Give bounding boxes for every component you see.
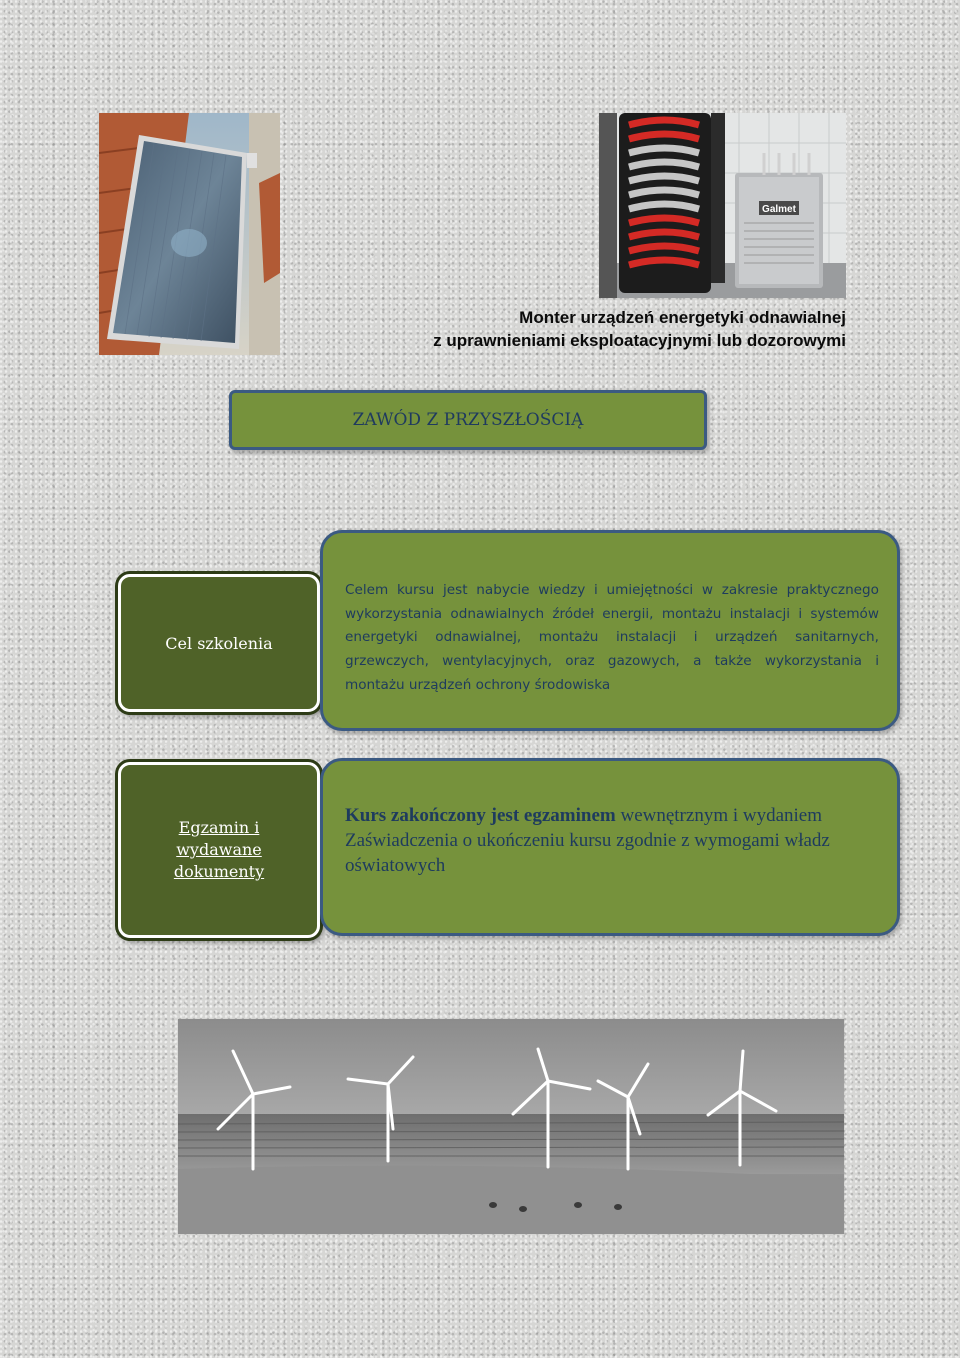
- exam-description-box: [320, 758, 900, 936]
- boiler-brand-label: Galmet: [762, 204, 796, 215]
- goal-label-box: [118, 574, 320, 712]
- course-title: [433, 306, 846, 352]
- profession-banner-text: ZAWÓD Z PRZYSZŁOŚCIĄ: [352, 410, 584, 430]
- profession-banner: [229, 390, 707, 450]
- exam-description-rest: wewnętrznym i wydaniem Zaświadczenia o ukończeniu kursu zgodnie z wymogami władz oświatowych: [345, 805, 830, 876]
- goal-description: Celem kursu jest nabycie wiedzy i umiejętności w zakresie praktycznego wykorzystania odnawialnych źródeł energii, montażu instalacji i systemów energetyki odnawialnej, montażu instalacji i urządzeń sanitarnych, grzewczych, wentylacyjnych, oraz gazowych, a także wykorzystania i montażu urządzeń ochrony środowiska: [345, 582, 879, 693]
- solar-collector-photo: [99, 113, 280, 355]
- exam-label-box: [118, 762, 320, 938]
- goal-description-box: [320, 530, 900, 731]
- exam-label: Egzamin i wydawane dokumenty: [173, 818, 265, 881]
- course-title-line-1: Monter urządzeń energetyki odnawialnej: [519, 308, 846, 327]
- course-title-line-2: z uprawnieniami eksploatacyjnymi lub dozorowymi: [433, 331, 846, 350]
- wind-turbines-photo: [178, 1019, 844, 1234]
- heat-storage-tank-photo: [599, 113, 846, 298]
- goal-label: Cel szkolenia: [165, 633, 273, 653]
- exam-description-bold: Kurs zakończony jest egzaminem: [345, 805, 616, 826]
